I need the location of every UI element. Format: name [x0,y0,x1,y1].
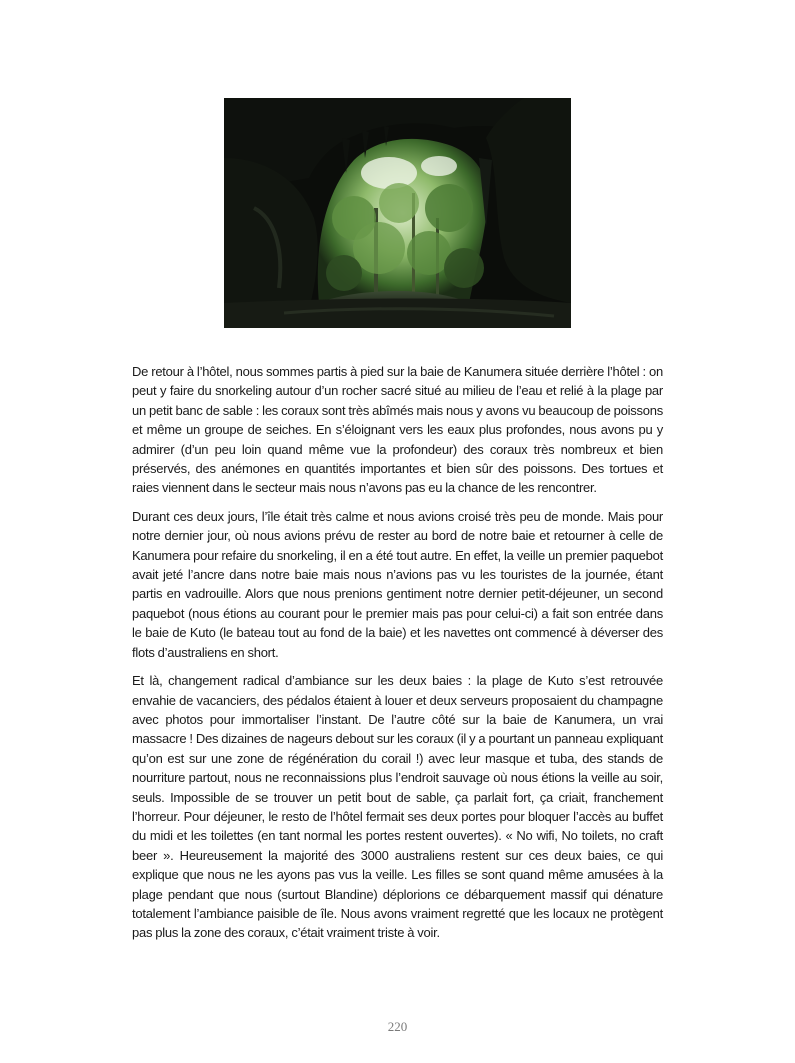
cave-photo [224,98,571,328]
cave-photo-image [224,98,571,328]
page-number: 220 [387,1019,408,1034]
paragraph-3: Et là, changement radical d’ambiance sur les deux baies : la plage de Kuto s’est retrouvée envahie de vacanciers, des pédalos étaient à louer et deux serveurs proposaient du champagne avec photos pour immortaliser l’instant. De l’autre côté sur la baie de Kanumera, un vrai massacre ! Des dizaines de nageurs debout sur les coraux (il y a pourtant un panneau expliquant qu’on est sur une zone de régénération du corail !) avec leur masque et tuba, des stands de nourriture partout, nous ne reconnaissions plus l’endroit sauvage où nous étions la veille au soir, seuls. Impossible de se trouver un petit bout de sable, ça parlait fort, ça criait, franchement l’horreur. Pour déjeuner, le resto de l’hôtel fermait ses deux portes pour bloquer l’accès au buffet du midi et les toilettes (en tant normal les portes restent ouvertes). « No wifi, No toilets, no craft beer ». Heureusement la majorité des 3000 australiens restent sur ces deux baies, ce qui explique que nous ne les ayons pas vus la veille. Les filles se sont quand même amusées à la plage pendant que nous (surtout Blandine) déplorions ce débarquement massif qui dénature totalement l’ambiance paisible de île. Nous avons vraiment regretté que les locaux ne protègent pas plus la zone des coraux, c’était vraiment triste à voir. [132,673,663,941]
article-body [132,362,663,952]
paragraph-1: De retour à l’hôtel, nous sommes partis à pied sur la baie de Kanumera située derrière l’hôtel : on peut y faire du snorkeling autour d’un rocher sacré situé au milieu de l’eau et relié à la plage par un petit banc de sable : les coraux sont très abîmés mais nous y avons vu beaucoup de poissons et même un groupe de seiches. En s’éloignant vers les eaux plus profondes, nous avons pu y admirer (d’un peu loin quand même vue la profondeur) des coraux très nombreux et bien préservés, des anémones en quantités importantes et bien sûr des poissons. Des tortues et raies viennent dans le secteur mais nous n’avons pas eu la chance de les rencontrer. [132,364,663,496]
paragraph-2: Durant ces deux jours, l’île était très calme et nous avions croisé très peu de monde. Mais pour notre dernier jour, où nous avions prévu de rester au bord de notre baie et retourner à celle de Kanumera pour refaire du snorkeling, il en a été tout autre. En effet, la veille un premier paquebot avait jeté l’ancre dans notre baie mais nous n’avions pas vu les touristes de la journée, étant partis en vadrouille. Alors que nous prenions gentiment notre dernier petit-déjeuner, un second paquebot (nous étions au courant pour le premier mais pas pour celui-ci) a fait son entrée dans le baie de Kuto (le bateau tout au fond de la baie) et les navettes ont commencé à déverser des flots d’australiens en short. [132,508,663,660]
